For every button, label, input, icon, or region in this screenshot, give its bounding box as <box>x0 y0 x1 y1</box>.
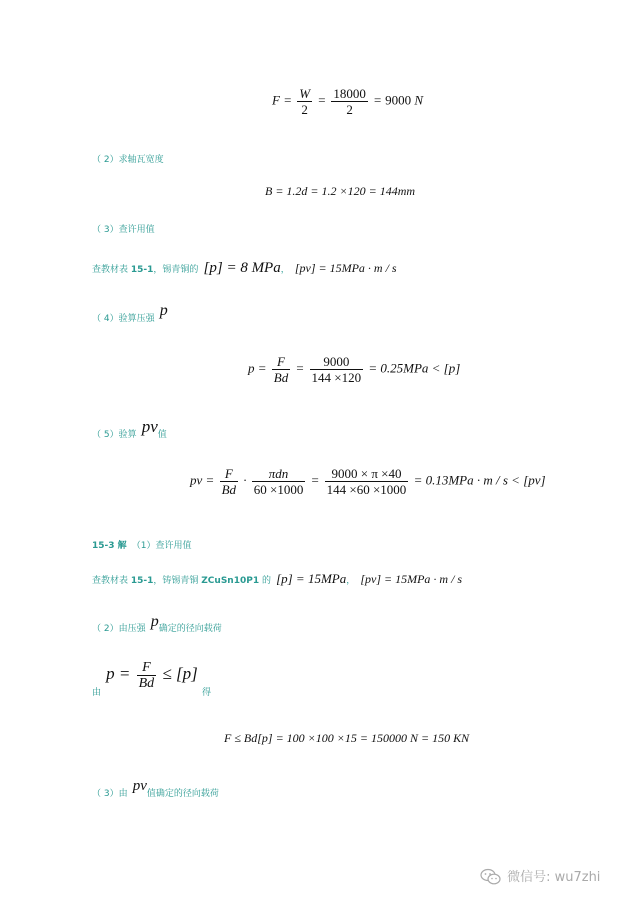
step-6-heading: （ 2）由压强 p确定的径向载荷 <box>92 613 222 634</box>
equation-condition: $_由$ p = $\frac{F}{Bd}$ ≤ [p] $_得$ <box>92 660 211 699</box>
watermark: 微信号: wu7zhi <box>480 866 600 886</box>
equation-pv: pv = $\frac{F}{Bd}$ · $\frac{\text{πdn}}{60 \times 1000}$ = $\frac{9000 \times \pi \times 40}{144 \times 60 \times 1000}$ = 0.13MPa · m / s < [pv] <box>190 466 546 497</box>
equation-load: F ≤ Bd[p] = 100 ×100 ×15 = 150000 N = 150 KN <box>224 731 470 745</box>
equation-width: B = 1.2d = 1.2 ×120 = 144mm <box>265 184 416 198</box>
wechat-icon <box>480 868 502 886</box>
step-7-heading: （ 3）由 pv值确定的径向载荷 <box>92 778 219 799</box>
step-5-heading: （ 5）验算 pv值 <box>92 417 167 440</box>
equation-pressure: p = $\frac{F}{Bd}$ = $\frac{9000}{144 \times 120}$ = 0.25MPa < [p] <box>248 354 461 385</box>
step-3-heading: （ 3）查许用值 <box>92 225 155 235</box>
step-2-heading: （ 2）求轴瓦宽度 <box>92 155 164 165</box>
table-lookup-line-2: 查教材表 15-1，铸锡青铜 ZCuSn10P1 的 [p] = 15MPa， [pv] = 15MPa · m / s <box>92 571 463 586</box>
step-4-heading: （ 4）验算压强 p <box>92 302 168 324</box>
table-lookup-line: 查教材表 15-1，锡青铜的 [p] = 8 MPa， [pv] = 15MPa · m / s <box>92 260 397 276</box>
equation-force: F = $\frac{W}{2}$ = $\frac{18000}{2}$ = 9000 N <box>272 86 424 117</box>
solution-heading: 15-3 解 （1）查许用值 <box>92 541 192 551</box>
